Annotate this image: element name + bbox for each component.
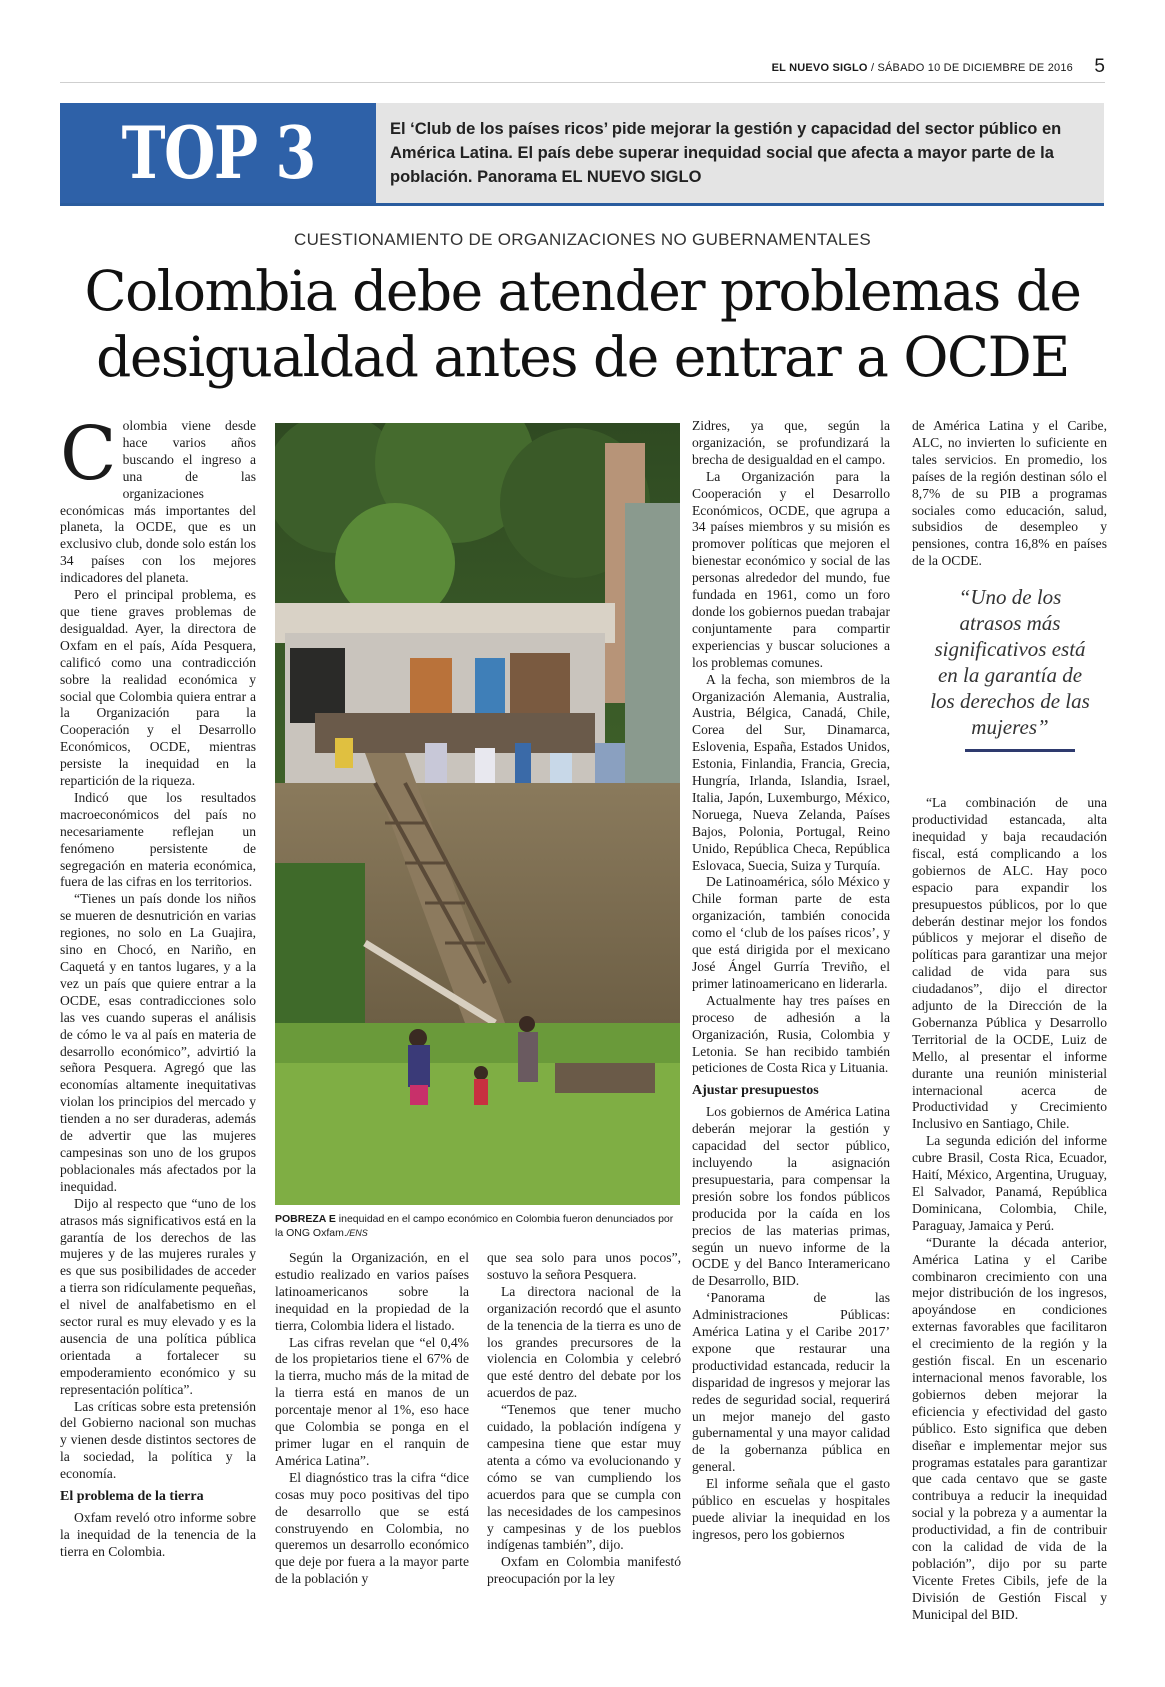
subheading: El problema de la tierra	[60, 1489, 204, 1505]
paragraph: de América Latina y el Caribe, ALC, no invierten lo suficiente en tales servicios. En promedio, los países de la región destinan sólo el 8,7% de su PIB a programas sociales como educación, salud, subsidios de desempleo y pensiones, contra 16,8% en países de la OCDE.	[912, 418, 1107, 569]
paragraph: “Durante la década anterior, América Latina y el Caribe combinaron crecimiento con una mejor distribución de los ingresos, apoyándose en condiciones externas favorables que facilitaron el crecimiento de la región y la gestión fiscal. En un escenario internacional menos favorable, los gobiernos deben mejorar la eficiencia y efectividad del gasto público. Esto significa que deben diseñar e implementar mejor sus programas estatales para garantizar que cada centavo que se gaste contribuya a reducir la inequidad social y la pobreza y a aumentar la productividad, a fin de contribuir con la calidad de vida de la población”, dijo por su parte Vicente Fretes Cibils, jefe de la División de Gestión Fiscal y Municipal del BID.	[912, 1234, 1107, 1622]
article-kicker: CUESTIONAMIENTO DE ORGANIZACIONES NO GUBERNAMENTALES	[294, 230, 871, 249]
top3-banner	[60, 103, 1104, 206]
paragraph: Zidres, ya que, según la organización, se profundizará la brecha de desigualdad en el campo.	[692, 418, 890, 467]
article-column-2b	[487, 1250, 681, 1588]
paragraph: “La combinación de una productividad estancada, alta inequidad y baja recaudación fiscal, está complicando a los gobiernos de ALC. Hay poco espacio para expandir los presupuestos públicos, por lo que deberán destinar mejor los fondos públicos y mejorar el diseño de políticas para garantizar una mejor calidad de vida para sus ciudadanos”, dijo el director adjunto de la Dirección de la Gobernanza Pública y Desarrollo Territorial de la OCDE, Luiz de Mello, al presentar el informe durante una reunión ministerial internacional acerca de Productividad y Crecimiento Inclusivo en Santiago, Chile.	[912, 795, 1107, 1132]
paragraph: El informe señala que el gasto público en escuelas y hospitales puede aliviar la inequidad en los ingresos, pero los gobiernos	[692, 1476, 890, 1542]
paragraph: Oxfam reveló otro informe sobre la inequidad de la tenencia de la tierra en Colombia.	[60, 1510, 256, 1559]
paragraph: A la fecha, son miembros de la Organización Alemania, Australia, Austria, Bélgica, Canadá, Chile, Corea del Sur, Dinamarca, Eslovenia, España, Estados Unidos, Estonia, Finlandia, Francia, Grecia, Hungría, Irlanda, Islandia, Israel, Italia, Japón, Luxemburgo, México, Noruega, Nueva Zelanda, Países Bajos, Polonia, Portugal, Reino Unido, República Checa, República Eslovaca, Suecia, Suiza y Turquía.	[692, 671, 890, 873]
paragraph: ‘Panorama de las Administraciones Públicas: América Latina y el Caribe 2017’ expone que restaurar una productividad estancada, reducir la disparidad de ingresos y mejorar las redes de seguridad social, requerirá un mejor manejo del gasto gubernamental y una mayor calidad de la gobernanza pública en general.	[692, 1290, 890, 1475]
page-number: 5	[1094, 56, 1105, 77]
photo-caption	[275, 1212, 680, 1240]
paragraph: Pero el principal problema, es que tiene graves problemas de desigualdad. Ayer, la directora de Oxfam en el país, Aída Pesquera, calificó como una contradicción sobre la realidad económica y social que Colombia quiera entrar a la Organización para la Cooperación y el Desarrollo Económicos, OCDE, mientras persiste la inequidad en la repartición de la riqueza.	[60, 587, 256, 789]
paragraph: De Latinoamérica, sólo México y Chile forman parte de esta organización, también conocida como el ‘club de los países ricos’, y que está dirigida por el mexicano José Ángel Gurría Treviño, el primer latinoamericano en liderarla.	[692, 874, 890, 991]
paragraph: “Tienes un país donde los niños se mueren de desnutrición en varias regiones, no solo en La Guajira, sino en Chocó, en Nariño, en Caquetá y en tantos lugares, y a la vez un país que quiere entrar a la OCDE, esas contradicciones solo las ves cuando superas el análisis de cómo le va al país en materia de desarrollo económico”, advirtió la señora Pesquera. Agregó que las economías altamente inequitativas violan los principios del mercado y tienden a no ser duraderas, además de advertir que las mujeres campesinas son uno de los grupos poblacionales más afectados por la inequidad.	[60, 891, 256, 1194]
paragraph: Oxfam en Colombia manifestó preocupación por la ley	[487, 1554, 681, 1587]
subheading: Ajustar presupuestos	[692, 1083, 819, 1099]
paragraph: Indicó que los resultados macroeconómicos del país no necesariamente reflejan un fenómeno persistente de segregación en materia económica, fuera de las cifras en los territorios.	[60, 789, 256, 890]
header-meta: EL NUEVO SIGLO / SÁBADO 10 DE DICIEMBRE DE 2016	[771, 62, 1073, 74]
article-column-1	[60, 411, 256, 1561]
issue-date: SÁBADO 10 DE DICIEMBRE DE 2016	[877, 62, 1073, 74]
paragraph: Colombia viene desde hace varios años buscando el ingreso a una de las organizaciones económicas más importantes del planeta, la OCDE, que es un exclusivo club, donde solo están los 34 países con los mejores indicadores del planeta.	[60, 411, 256, 586]
article-column-2a	[275, 1250, 469, 1588]
article-column-3	[692, 418, 890, 1544]
pull-quote: “Uno de los atrasos más significativos está en la garantía de los derechos de las mujeres”	[930, 585, 1090, 739]
top3-summary: El ‘Club de los países ricos’ pide mejorar la gestión y capacidad del sector público en América Latina. El país debe superar inequidad social que afecta a mayor parte de la población. Panorama EL NUEVO SIGLO	[390, 120, 1062, 186]
page-header	[60, 52, 1105, 83]
photo-illustration	[275, 423, 680, 1205]
top3-badge: TOP 3	[60, 103, 376, 203]
paragraph: que sea solo para unos pocos”, sostuvo la señora Pesquera.	[487, 1250, 681, 1282]
paragraph: Los gobiernos de América Latina deberán mejorar la gestión y capacidad del sector público, incluyendo la asignación presupuestaria, para compensar la presión sobre los fondos públicos producida por la caída en los precios de las materias primas, según un nuevo informe de la OCDE y del Banco Interamericano de Desarrollo, BID.	[692, 1104, 890, 1289]
paragraph: La segunda edición del informe cubre Brasil, Costa Rica, Ecuador, Haití, México, Argentina, Uruguay, El Salvador, Panamá, República Dominicana, Colombia, Chile, Paraguay, Jamaica y Perú.	[912, 1133, 1107, 1233]
article-headline	[40, 258, 1125, 390]
caption-text: inequidad en el campo económico en Colombia fueron denunciados por la ONG Oxfam.	[275, 1213, 674, 1239]
paragraph: La directora nacional de la organización recordó que el asunto de la tenencia de la tierra es uno de los grandes precursores de la violencia en Colombia y celebró que esté dentro del debate por los acuerdos de paz.	[487, 1283, 681, 1401]
caption-label: POBREZA E	[275, 1213, 336, 1225]
headline-line-1: Colombia debe atender problemas de	[84, 259, 1081, 323]
top3-badge-box	[60, 103, 376, 203]
paragraph: Dijo al respecto que “uno de los atrasos más significativos está en la garantía de los derechos de las mujeres y de las mujeres rurales y es que sus posibilidades de acceder a tierra son ridículamente pequeñas, el nivel de analfabetismo en el sector rural es muy elevado y es la ausencia de una política pública orientada a fortalecer su empoderamiento económico y su representación política”.	[60, 1195, 256, 1397]
paragraph: Las cifras revelan que “el 0,4% de los propietarios tiene el 67% de la tierra, mucho más de la mitad de la tierra está en manos de un porcentaje menor al 1%, eso hace que Colombia se ponga en el primer lugar en el ranquin de América Latina”.	[275, 1334, 469, 1468]
paper-name: EL NUEVO SIGLO	[771, 62, 868, 74]
paragraph: Actualmente hay tres países en proceso de adhesión a la Organización, Rusia, Colombia y Letonia. Se han recibido también peticiones de Costa Rica y Lituania.	[692, 992, 890, 1076]
pull-quote-rule	[965, 749, 1075, 752]
photo-credit: /ENS	[346, 1228, 368, 1238]
paragraph: La Organización para la Cooperación y el Desarrollo Económicos, OCDE, que agrupa a 34 países miembros y su misión es promover políticas que mejoren el bienestar económico y social de las personas alrededor del mundo, fue fundada en 1961, como un foro donde los gobiernos puedan trabajar conjuntamente para compartir experiencias y buscar soluciones a los problemas comunes.	[692, 468, 890, 670]
paragraph: Según la Organización, en el estudio realizado en varios países latinoamericanos sobre la inequidad en la propiedad de la tierra, Colombia lidera el listado.	[275, 1250, 469, 1333]
article-photo	[275, 423, 680, 1205]
paragraph: “Tenemos que tener mucho cuidado, la población indígena y campesina tiene que estar muy atenta a cómo va evolucionando y cómo se van cumpliendo los acuerdos para que se cumpla con las necesidades de los campesinos y campesinas y de los pueblos indígenas también”, dijo.	[487, 1402, 681, 1553]
paragraph: El diagnóstico tras la cifra “dice cosas muy poco positivas del tipo de desarrollo que se está construyendo en Colombia, no queremos un desarrollo económico que deje por fuera a la mayor parte de la población y	[275, 1469, 469, 1587]
paragraph: Las críticas sobre esta pretensión del Gobierno nacional son muchas y vienen desde distintos sectores de la sociedad, la política y la economía.	[60, 1398, 256, 1482]
drop-cap: C	[60, 411, 117, 497]
headline-line-2: desigualdad antes de entrar a OCDE	[96, 325, 1069, 389]
